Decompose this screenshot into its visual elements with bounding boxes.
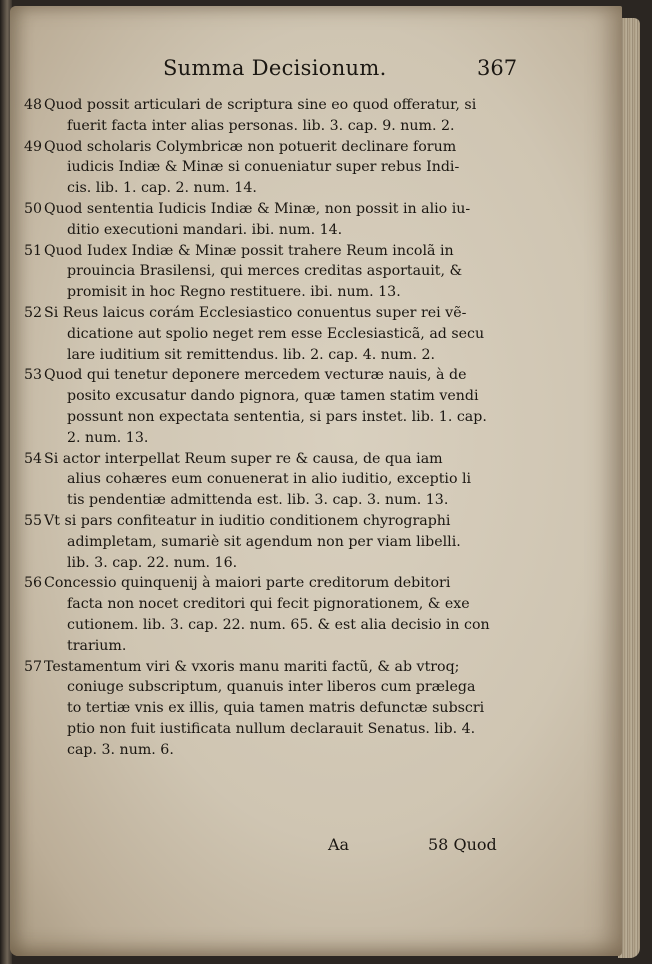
- entry-number: 51: [24, 242, 43, 259]
- entry-line: cis. lib. 1. cap. 2. num. 14.: [67, 180, 257, 197]
- entry-line: Testamentum viri & vxoris manu mariti factũ, & ab vtroq;: [44, 658, 460, 675]
- entry-line: lare iuditium sit remittendus. lib. 2. cap. 4. num. 2.: [67, 346, 436, 363]
- entry-line: Quod sententia Iudicis Indiæ & Minæ, non possit in alio iu-: [44, 200, 471, 217]
- entry-line: Si actor interpellat Reum super re & causa, de qua iam: [44, 450, 443, 467]
- entry-line: dicatione aut spolio neget rem esse Ecclesiasticã, ad secu: [67, 325, 485, 342]
- entry-item: [24, 137, 524, 199]
- entry-line: alius cohæres eum conuenerat in alio iuditio, exceptio li: [67, 471, 472, 488]
- entry-line: Vt si pars confiteatur in iuditio conditionem chyrographi: [44, 512, 451, 529]
- entry-number: 53: [24, 367, 43, 384]
- entry-line: facta non nocet creditori qui fecit pignorationem, & exe: [67, 596, 470, 613]
- entry-number: 57: [24, 658, 43, 675]
- entry-line: coniuge subscriptum, quanuis inter liberos cum prælega: [67, 679, 476, 696]
- entry-line: trarium.: [67, 637, 127, 654]
- entry-line: ditio executioni mandari. ibi. num. 14.: [67, 221, 343, 238]
- entry-line: Quod Iudex Indiæ & Minæ possit trahere Reum incolã in: [44, 242, 454, 259]
- entry-line: to tertiæ vnis ex illis, quia tamen matris defunctæ subscri: [67, 700, 485, 717]
- entry-item: [24, 449, 524, 511]
- entry-number: 52: [24, 304, 43, 321]
- entry-number: 50: [24, 200, 43, 217]
- entry-line: adimpletam, sumariè sit agendum non per viam libelli.: [67, 533, 461, 550]
- entry-number: 49: [24, 138, 43, 155]
- entry-number: 56: [24, 575, 43, 592]
- signature-mark: Aa: [328, 835, 350, 854]
- entry-item: [24, 365, 524, 448]
- entry-item: [24, 511, 524, 573]
- entry-line: prouincia Brasilensi, qui merces creditas asportauit, &: [67, 263, 463, 280]
- entry-item: [24, 303, 524, 365]
- entry-line: possunt non expectata sententia, si pars instet. lib. 1. cap.: [67, 408, 487, 425]
- entry-line: lib. 3. cap. 22. num. 16.: [67, 554, 238, 571]
- entry-line: promisit in hoc Regno restituere. ibi. num. 13.: [67, 284, 401, 301]
- entry-line: Concessio quinquenij à maiori parte creditorum debitori: [44, 575, 451, 592]
- catchword: 58 Quod: [428, 835, 497, 854]
- entry-item: [24, 199, 524, 241]
- running-head: Summa Decisionum.: [163, 56, 387, 80]
- entry-number: 48: [24, 97, 43, 113]
- entry-line: cutionem. lib. 3. cap. 22. num. 65. & est alia decisio in con: [67, 616, 490, 633]
- entry-line: tis pendentiæ admittenda est. lib. 3. cap. 3. num. 13.: [67, 492, 449, 509]
- entry-line: cap. 3. num. 6.: [67, 741, 174, 758]
- entry-line: Quod scholaris Colymbricæ non potuerit declinare forum: [44, 138, 457, 155]
- entry-number: 55: [24, 512, 43, 529]
- entry-line: 2. num. 13.: [67, 429, 149, 446]
- entry-item: [24, 95, 524, 137]
- entry-item: [24, 241, 524, 303]
- entry-line: posito excusatur dando pignora, quæ tamen statim vendi: [67, 388, 479, 405]
- page-number: 367: [477, 56, 518, 80]
- entry-number: 54: [24, 450, 43, 467]
- entry-line: fuerit facta inter alias personas. lib. 3. cap. 9. num. 2.: [67, 117, 455, 134]
- entry-line: ptio non fuit iustificata nullum declarauit Senatus. lib. 4.: [67, 720, 476, 737]
- decision-entries: [24, 95, 524, 761]
- entry-item: [24, 657, 524, 761]
- entry-line: Quod qui tenetur deponere mercedem vecturæ nauis, à de: [44, 367, 467, 384]
- entry-line: iudicis Indiæ & Minæ si conueniatur super rebus Indi-: [67, 159, 460, 176]
- entry-line: Quod possit articulari de scriptura sine eo quod offeratur, si: [44, 97, 477, 113]
- entry-line: Si Reus laicus corám Ecclesiastico conuentus super rei vẽ-: [44, 304, 467, 321]
- entry-item: [24, 573, 524, 656]
